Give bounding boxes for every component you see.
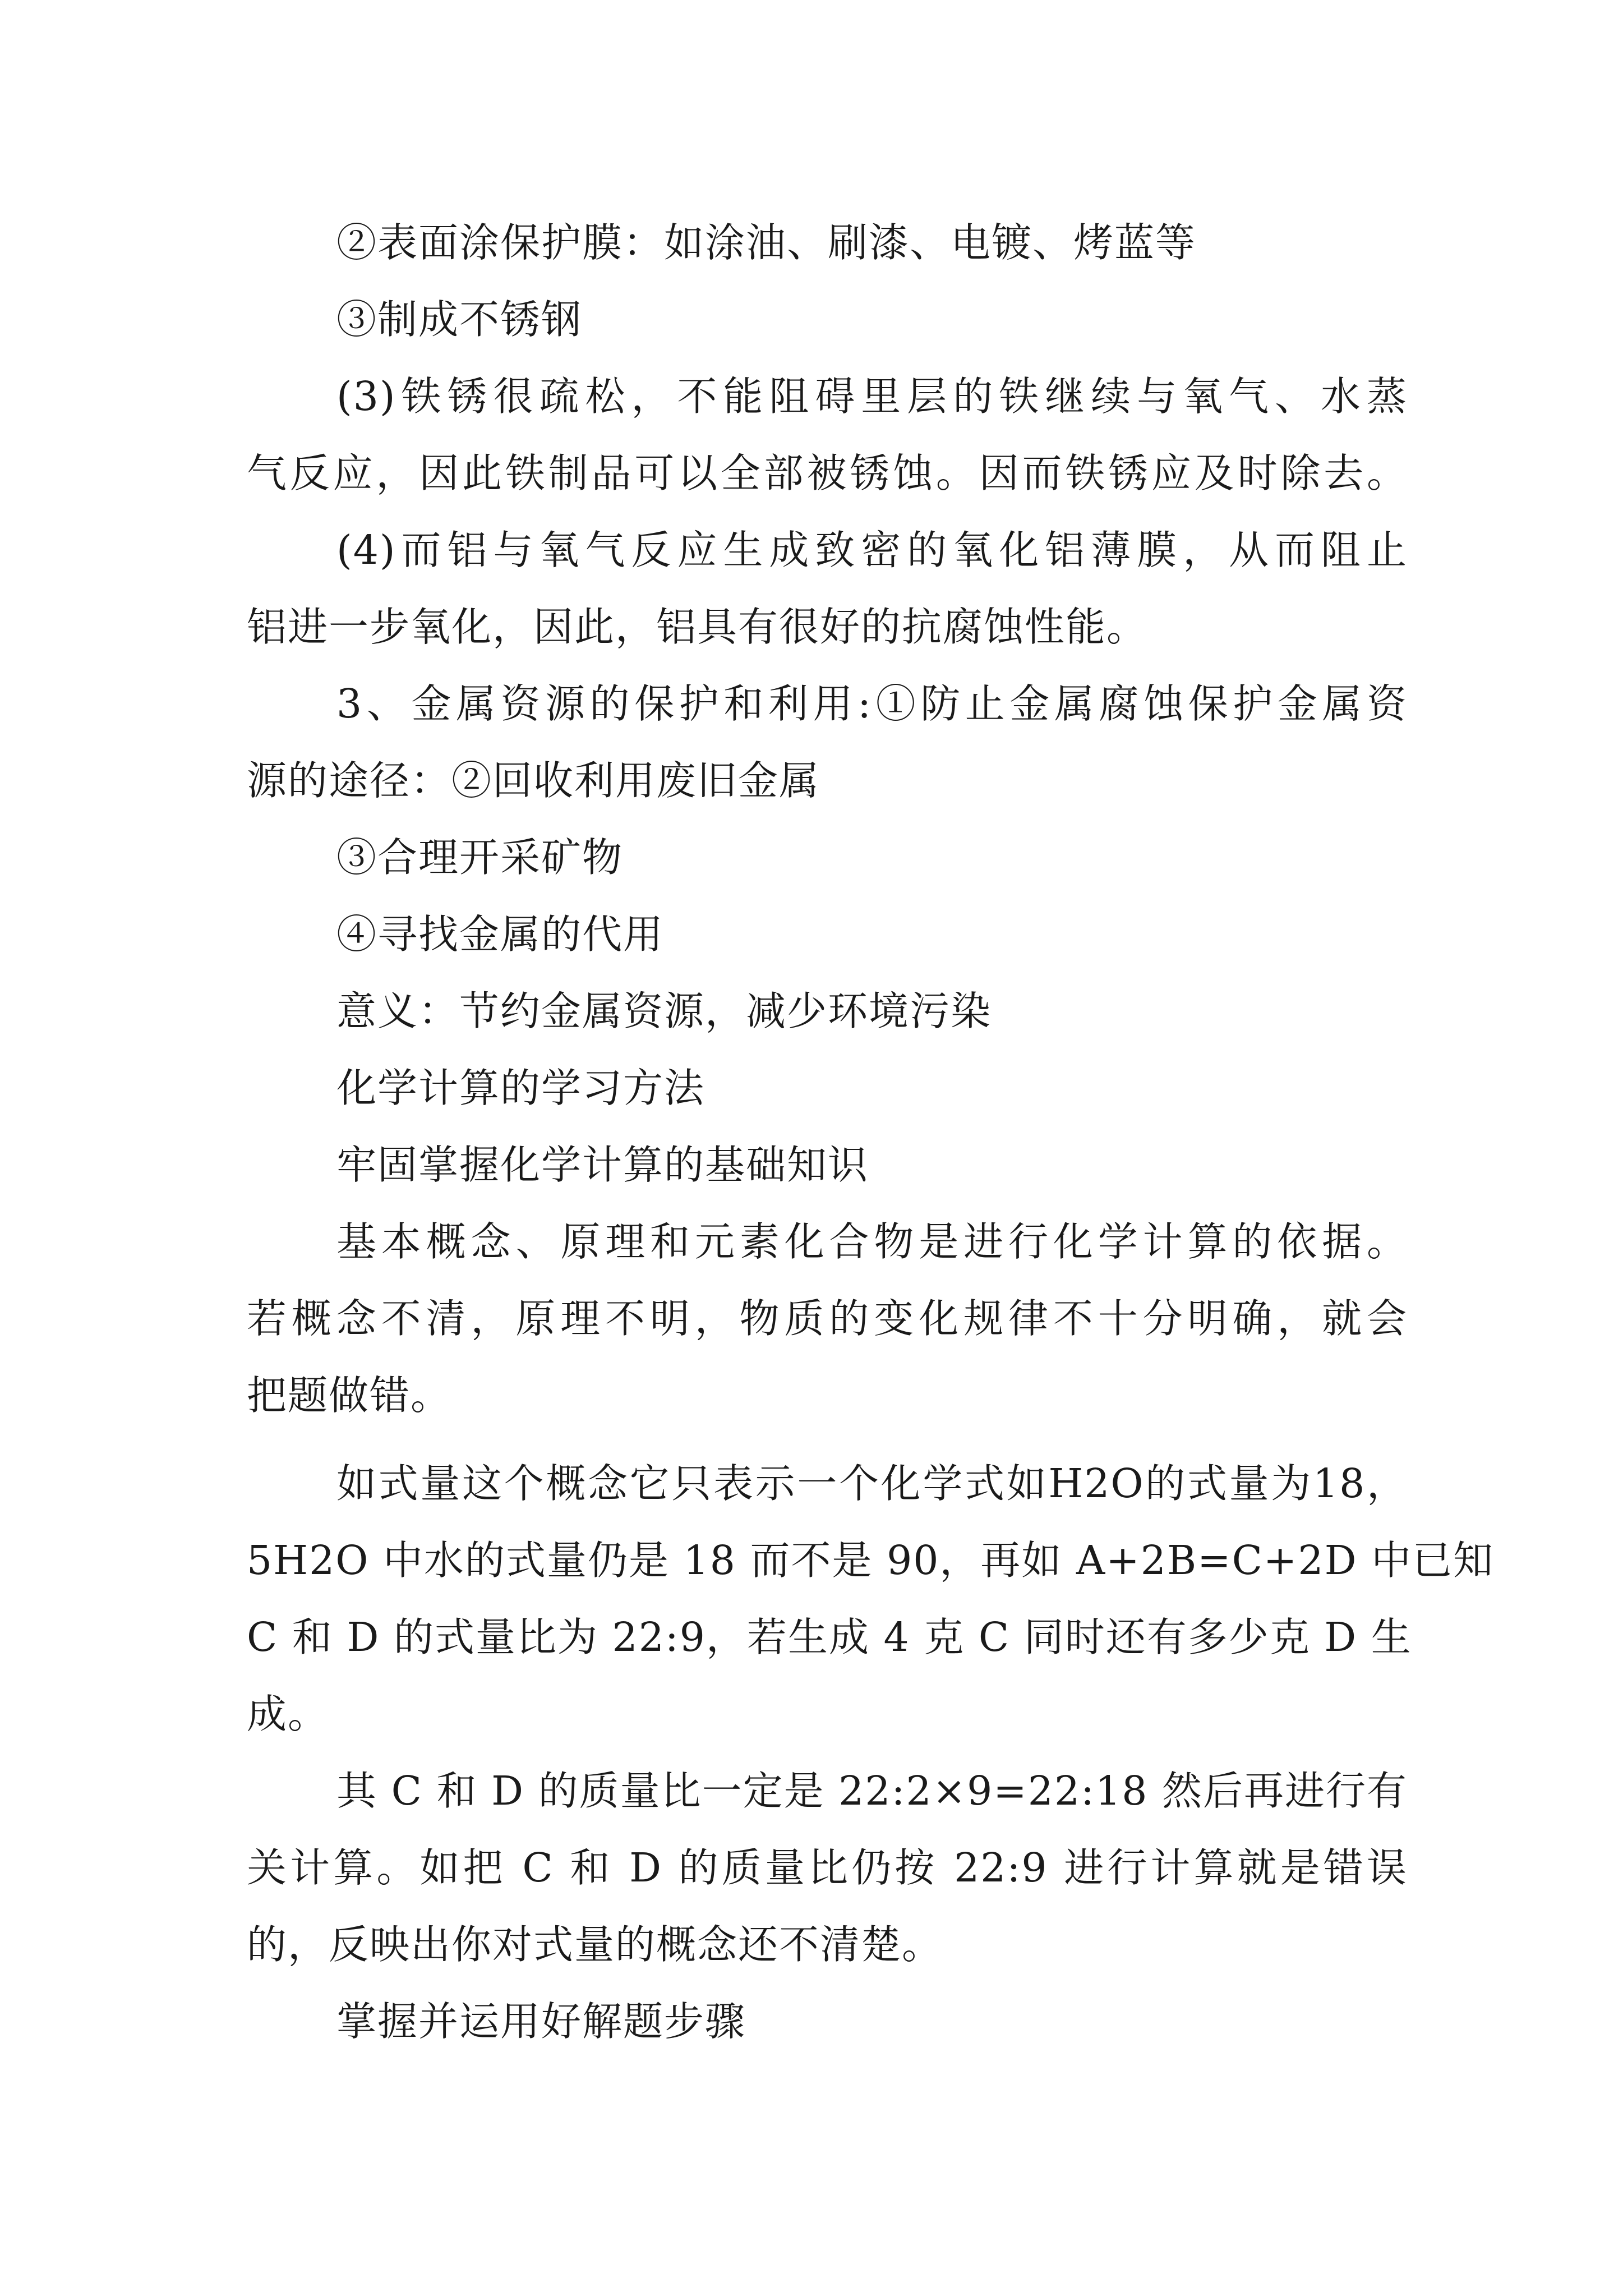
text-line: 3、金属资源的保护和利用:①防止金属腐蚀保护金属资 <box>336 680 1408 727</box>
text-line: 基本概念、原理和元素化合物是进行化学计算的依据。 <box>336 1218 1408 1265</box>
text-line: ③合理开采矿物 <box>336 834 624 881</box>
text-line: 的，反映出你对式量的概念还不清楚。 <box>247 1921 943 1968</box>
text-line: ②表面涂保护膜：如涂油、刷漆、电镀、烤蓝等 <box>336 219 1197 266</box>
text-line: 源的途径：②回收利用废旧金属 <box>247 757 820 804</box>
text-line: 其 C 和 D 的质量比一定是 22:2×9=22:18 然后再进行有 <box>336 1768 1408 1814</box>
text-line: (3)铁锈很疏松，不能阻碍里层的铁继续与氧气、水蒸 <box>336 373 1408 420</box>
text-line: ④寻找金属的代用 <box>336 911 665 958</box>
text-line: ③制成不锈钢 <box>336 296 583 343</box>
text-line: (4)而铝与氧气反应生成致密的氧化铝薄膜，从而阻止 <box>336 527 1408 573</box>
section-subheading: 掌握并运用好解题步骤 <box>336 1998 746 2045</box>
text-line: C 和 D 的式量比为 22:9，若生成 4 克 C 同时还有多少克 D 生 <box>247 1614 1412 1660</box>
text-line: 把题做错。 <box>247 1372 452 1419</box>
text-line: 关计算。如把 C 和 D 的质量比仍按 22:9 进行计算就是错误 <box>247 1844 1408 1891</box>
text-line: 成。 <box>247 1691 329 1737</box>
text-line: 5H2O 中水的式量仍是 18 而不是 90，再如 A+2B=C+2D 中已知 <box>247 1537 1495 1584</box>
text-line: 气反应，因此铁制品可以全部被锈蚀。因而铁锈应及时除去。 <box>247 450 1408 496</box>
text-line: 意义：节约金属资源，减少环境污染 <box>336 988 992 1034</box>
section-heading: 化学计算的学习方法 <box>336 1065 706 1111</box>
text-line: 如式量这个概念它只表示一个化学式如H2O的式量为18， <box>336 1460 1408 1507</box>
text-line: 铝进一步氧化，因此，铝具有很好的抗腐蚀性能。 <box>247 604 1148 650</box>
text-line: 若概念不清，原理不明，物质的变化规律不十分明确，就会 <box>247 1295 1408 1342</box>
section-subheading: 牢固掌握化学计算的基础知识 <box>336 1142 869 1188</box>
